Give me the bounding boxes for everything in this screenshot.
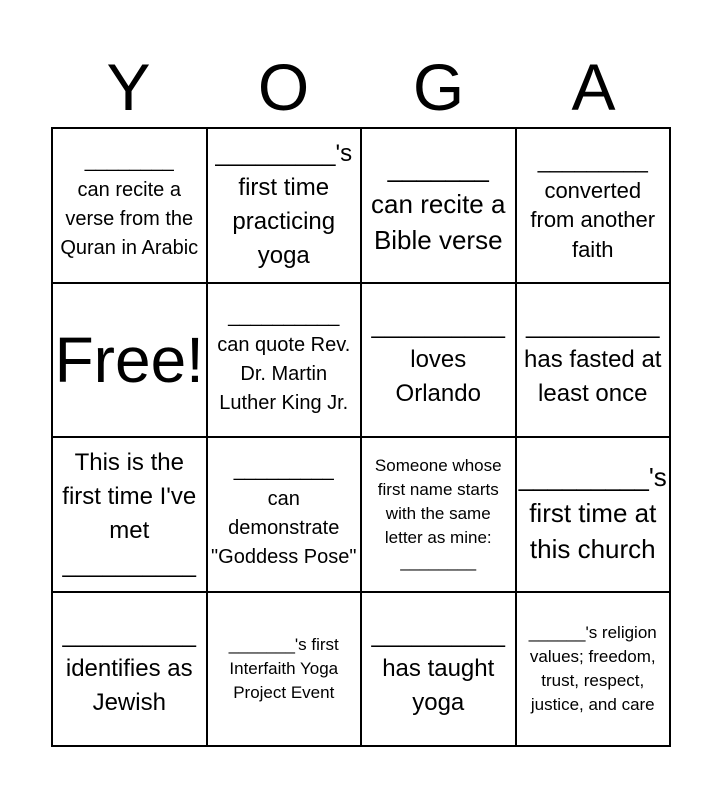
header-letter-a: A	[571, 50, 616, 124]
cell-text: __________ can quote Rev. Dr. Martin Luther King Jr.	[217, 304, 351, 414]
bingo-cell[interactable]	[208, 438, 363, 593]
bingo-cell[interactable]	[362, 284, 517, 439]
bingo-cell[interactable]	[362, 438, 517, 593]
cell-text: ________ can recite a verse from the Quran in Arabic	[60, 150, 199, 260]
cell-text: _________'s first time at this church	[518, 462, 667, 565]
bingo-cell-free[interactable]	[53, 284, 208, 439]
cell-text: __________ has taught yoga	[371, 620, 505, 716]
cell-text: _________ converted from another faith	[530, 147, 656, 262]
bingo-cell[interactable]	[208, 129, 363, 284]
free-space-text: Free!	[54, 323, 204, 396]
header-letter-g: G	[412, 50, 465, 124]
cell-text: __________ identifies as Jewish	[62, 620, 196, 716]
bingo-cell[interactable]	[517, 438, 672, 593]
bingo-grid	[51, 127, 671, 747]
cell-text: _______'s first Interfaith Yoga Project Event	[228, 634, 339, 702]
cell-text: _______ can recite a Bible verse	[371, 153, 506, 256]
bingo-cell[interactable]	[362, 129, 517, 284]
bingo-cell[interactable]	[208, 593, 363, 748]
header-letter-o: O	[257, 50, 310, 124]
cell-text: _________'s first time practicing yoga	[215, 140, 353, 270]
cell-text: ______'s religion values; freedom, trust, respect, justice, and care	[528, 622, 657, 714]
header-letter-y: Y	[106, 50, 151, 124]
bingo-cell[interactable]	[208, 284, 363, 439]
bingo-cell[interactable]	[517, 129, 672, 284]
bingo-cell[interactable]	[517, 593, 672, 748]
bingo-cell[interactable]	[53, 129, 208, 284]
cell-text: This is the first time I've met __________	[62, 449, 197, 579]
bingo-cell[interactable]	[517, 284, 672, 439]
bingo-cell[interactable]	[53, 438, 208, 593]
cell-text: __________ has fasted at least once	[524, 311, 662, 407]
bingo-cell[interactable]	[362, 593, 517, 748]
cell-text: __________ loves Orlando	[371, 311, 505, 407]
cell-text: _________ can demonstrate "Goddess Pose"	[211, 459, 357, 569]
bingo-cell[interactable]	[53, 593, 208, 748]
bingo-header	[51, 50, 671, 125]
cell-text: Someone whose first name starts with the same letter as mine: ________	[374, 455, 502, 572]
